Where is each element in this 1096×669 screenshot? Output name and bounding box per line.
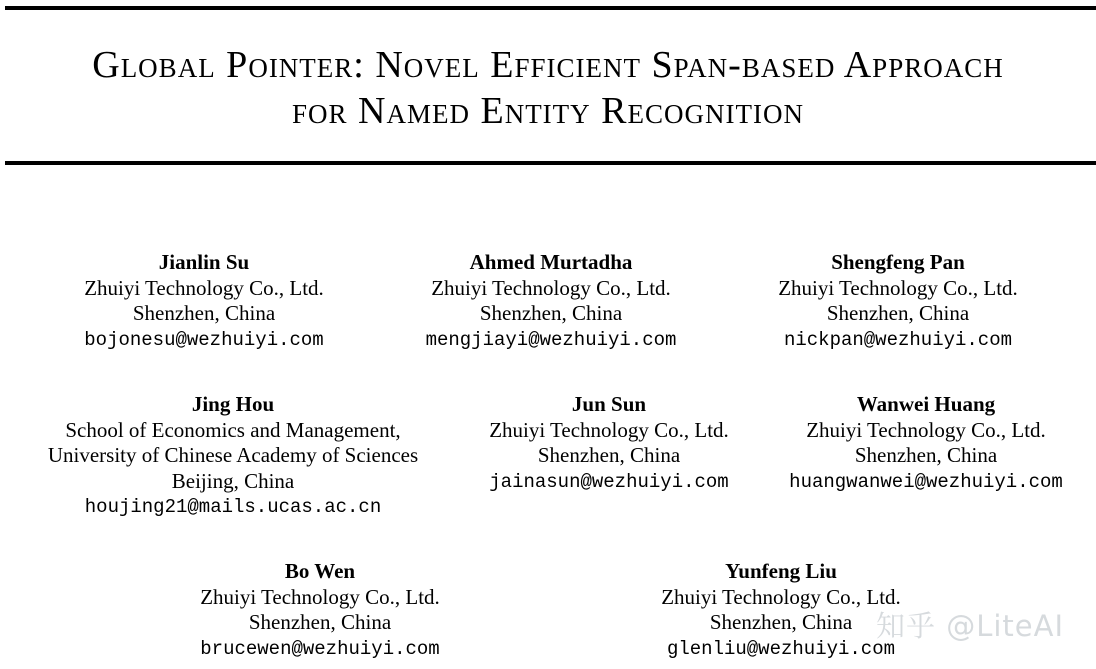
title-line-1: Global Pointer: Novel Efficient Span-based Approach [92,44,1004,86]
author-location: Beijing, China [171,468,295,493]
author-email[interactable]: glenliu@wezhuiyi.com [666,637,896,660]
title-line-2: for Named Entity Recognition [292,90,804,132]
author-location: Shenzhen, China [479,301,623,325]
author-block-jing-hou [48,392,418,520]
author-name: Jianlin Su [158,250,250,274]
author-name: Bo Wen [284,559,356,583]
author-name: Wanwei Huang [856,392,996,416]
author-email[interactable]: huangwanwei@wezhuiyi.com [789,470,1063,493]
author-affiliation: Zhuiyi Technology Co., Ltd. [489,417,729,442]
author-location: Shenzhen, China [537,443,681,467]
author-affiliation: Zhuiyi Technology Co., Ltd. [200,584,440,609]
author-email[interactable]: bojonesu@wezhuiyi.com [84,328,324,351]
author-affiliation: Zhuiyi Technology Co., Ltd. [778,275,1018,300]
author-block-yunfeng-liu [661,559,901,662]
author-location: Shenzhen, China [709,610,853,634]
author-block-bo-wen [200,559,440,662]
author-name: Shengfeng Pan [831,250,965,274]
author-affiliation: University of Chinese Academy of Sciences [47,443,419,467]
author-name: Ahmed Murtadha [469,250,633,274]
author-block-jun-sun [489,392,729,495]
author-name: Jun Sun [571,392,647,416]
author-affiliation: Zhuiyi Technology Co., Ltd. [661,584,901,609]
top-rule [5,6,1096,10]
author-location: Shenzhen, China [248,610,392,634]
author-name: Jing Hou [191,392,275,416]
author-email[interactable]: houjing21@mails.ucas.ac.cn [84,496,382,518]
author-email[interactable]: jainasun@wezhuiyi.com [489,470,729,493]
author-email[interactable]: mengjiayi@wezhuiyi.com [425,328,677,351]
author-block-ahmed-murtadha [426,250,677,353]
author-block-wanwei-huang [789,392,1063,495]
zhihu-watermark: 知乎 @LiteAI [876,609,1065,643]
bottom-rule [5,161,1096,165]
author-block-jianlin-su [84,250,324,353]
author-location: Shenzhen, China [132,301,276,325]
author-location: Shenzhen, China [854,443,998,467]
author-name: Yunfeng Liu [725,559,837,583]
author-affiliation: Zhuiyi Technology Co., Ltd. [431,275,671,300]
author-email[interactable]: nickpan@wezhuiyi.com [783,328,1013,351]
author-location: Shenzhen, China [826,301,970,325]
paper-title [0,42,1096,134]
author-affiliation: Zhuiyi Technology Co., Ltd. [806,417,1046,442]
author-block-shengfeng-pan [778,250,1018,353]
author-affiliation: School of Economics and Management, [65,417,401,442]
author-email[interactable]: brucewen@wezhuiyi.com [200,637,440,660]
author-affiliation: Zhuiyi Technology Co., Ltd. [84,275,324,300]
